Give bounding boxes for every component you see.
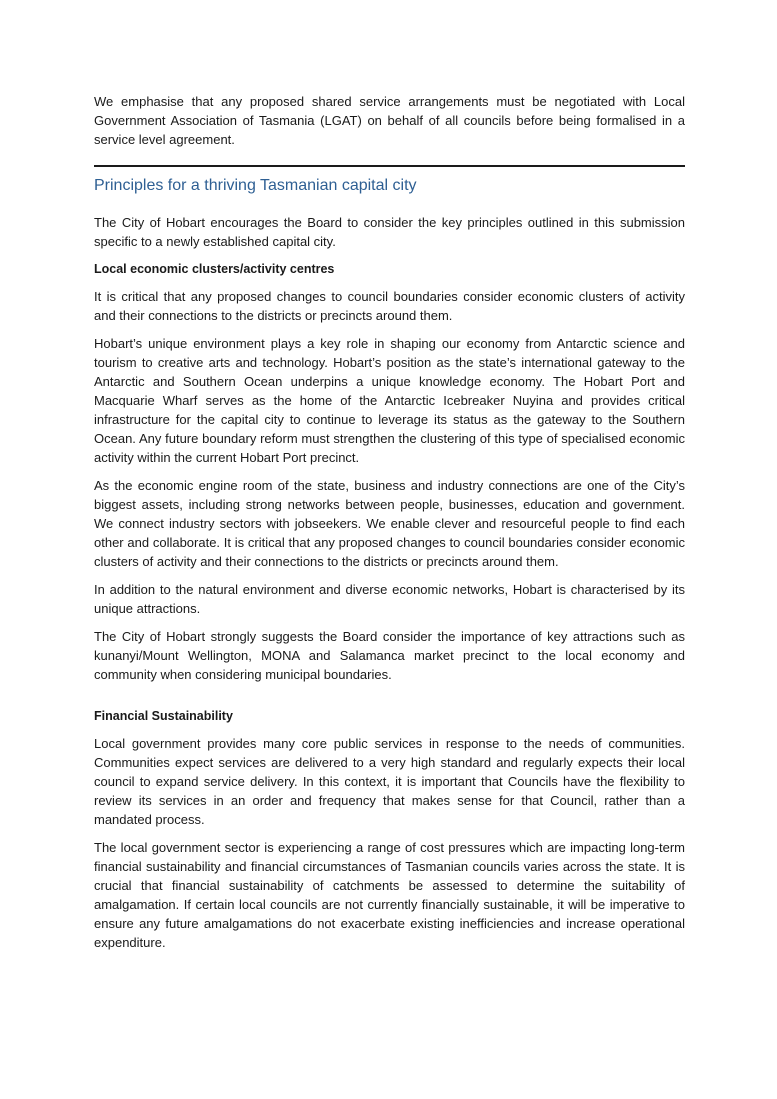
section-heading: Principles for a thriving Tasmanian capital city [94,177,417,194]
subsection-heading-economic-clusters: Local economic clusters/activity centres [94,262,335,276]
spacer [94,693,685,707]
paragraph: As the economic engine room of the state, business and industry connections are one of the City’s biggest assets, including strong networks between people, businesses, education and government. We connect industry sectors with jobseekers. We enable clever and resourceful people to find each other and collaborate. It is critical that any proposed changes to council boundaries consider economic clusters of activity and their connections to the districts or precincts around them. [94,478,685,569]
page-content [94,92,685,961]
subsection-heading-financial-sustainability: Financial Sustainability [94,709,233,723]
paragraph: Hobart’s unique environment plays a key role in shaping our economy from Antarctic science and tourism to creative arts and technology. Hobart’s position as the state’s international gateway to the Antarctic and Southern Ocean underpins a unique knowledge economy. The Hobart Port and Macquarie Wharf serves as the home of the Antarctic Icebreaker Nuyina and provides critical infrastructure for the capital city to continue to leverage its status as the gateway to the Southern Ocean. Any future boundary reform must strengthen the clustering of this type of specialised economic activity within the current Hobart Port precinct. [94,336,685,465]
paragraph: The City of Hobart strongly suggests the Board consider the importance of key attractions such as kunanyi/Mount Wellington, MONA and Salamanca market precinct to the local economy and community when considering municipal boundaries. [94,629,685,682]
paragraph: In addition to the natural environment and diverse economic networks, Hobart is characterised by its unique attractions. [94,582,685,616]
section-intro-paragraph: The City of Hobart encourages the Board to consider the key principles outlined in this submission specific to a newly established capital city. [94,215,685,249]
paragraph: It is critical that any proposed changes to council boundaries consider economic clusters of activity and their connections to the districts or precincts around them. [94,289,685,323]
paragraph: Local government provides many core public services in response to the needs of communities. Communities expect services are delivered to a very high standard and regularly expects their local council to expand service delivery. In this context, it is important that Councils have the flexibility to review its services in an order and frequency that makes sense for that Council, rather than a mandated process. [94,736,685,827]
intro-paragraph: We emphasise that any proposed shared service arrangements must be negotiated with Local Government Association of Tasmania (LGAT) on behalf of all councils before being formalised in a service level agreement. [94,94,685,147]
paragraph: The local government sector is experiencing a range of cost pressures which are impacting long-term financial sustainability and financial circumstances of Tasmanian councils varies across the state. It is crucial that financial sustainability of catchments be assessed to determine the suitability of amalgamation. If certain local councils are not currently financially sustainable, it will be imperative to ensure any future amalgamations do not exacerbate existing inefficiencies and increase operational expenditure. [94,840,685,950]
section-divider [94,165,685,167]
